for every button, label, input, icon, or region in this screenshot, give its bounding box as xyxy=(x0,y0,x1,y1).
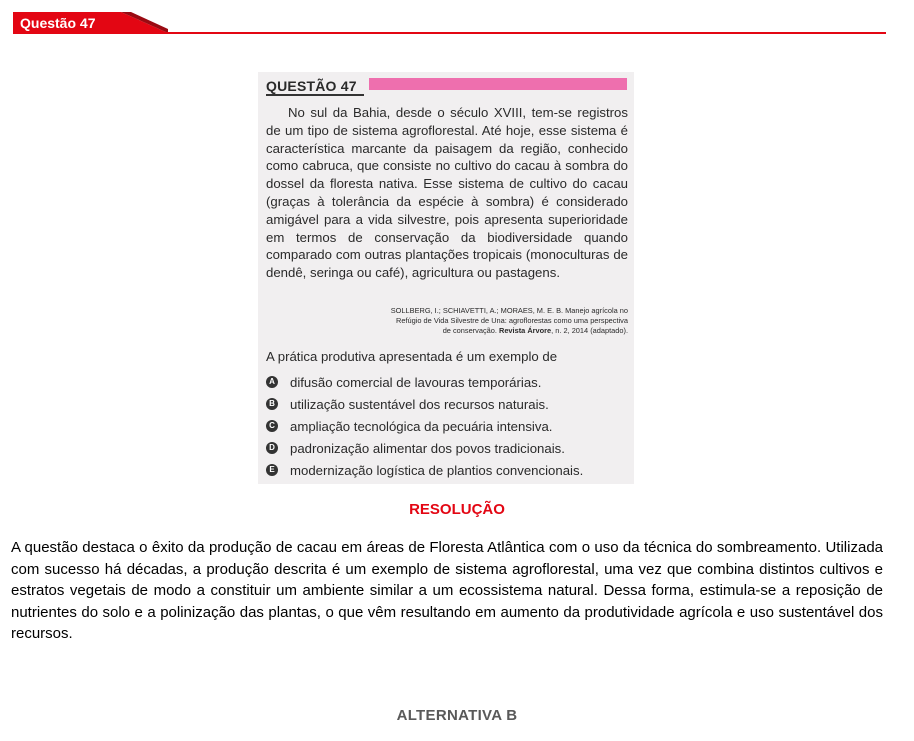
option-b xyxy=(266,393,583,415)
option-c-text: ampliação tecnológica da pecuária intensiva. xyxy=(290,418,553,434)
scan-passage: No sul da Bahia, desde o século XVIII, tem-se registros de um tipo de sistema agroflorestal. Até hoje, esse sistema é característica marcante da paisagem da região, conhecido como cabruca, que consiste no cultivo do cacau à sombra do dossel da floresta nativa. Esse sistema de cultivo do cacau (graças à tolerância da espécie à sombra) é considerado amigável para a vida silvestre, pois apresenta superioridade em termos de conservação da biodiversidade quando comparado com outras plantações tropicais (monoculturas de dendê, seringa ou café), agricultura ou pastagens. xyxy=(266,105,628,281)
option-d-text: padronização alimentar dos povos tradicionais. xyxy=(290,440,565,456)
resolution-title: RESOLUÇÃO xyxy=(409,501,505,518)
header-rule xyxy=(13,32,886,34)
option-d-letter: D xyxy=(266,442,278,454)
option-e-text: modernização logística de plantios convencionais. xyxy=(290,462,584,478)
scan-prompt: A prática produtiva apresentada é um exemplo de xyxy=(266,349,558,364)
scan-source-line3b: , n. 2, 2014 (adaptado). xyxy=(551,326,628,335)
question-tab xyxy=(13,12,168,34)
option-a-letter: A xyxy=(266,376,278,388)
option-a-text: difusão comercial de lavouras temporárias. xyxy=(290,374,542,390)
option-c-letter: C xyxy=(266,420,278,432)
scan-source-journal: Revista Árvore xyxy=(498,326,552,335)
option-b-letter: B xyxy=(266,398,278,410)
scan-highlight-bar xyxy=(369,78,627,90)
option-e xyxy=(266,459,583,481)
answer-label: ALTERNATIVA B xyxy=(396,707,518,724)
option-e-letter: E xyxy=(266,464,278,476)
option-b-text: utilização sustentável dos recursos naturais. xyxy=(290,396,549,412)
scan-source-line3a: de conservação. xyxy=(442,326,499,335)
scan-question-title: QUESTÃO 47 xyxy=(266,78,357,94)
scan-source-line1: SOLLBERG, I.; SCHIAVETTI, A.; MORAES, M. E. B. Manejo agrícola no xyxy=(390,306,628,315)
scan-source xyxy=(318,306,628,336)
scan-title-underline xyxy=(266,94,364,96)
option-d xyxy=(266,437,583,459)
option-c xyxy=(266,415,583,437)
scan-source-line2: Refúgio de Vida Silvestre de Una: agroflorestas como uma perspectiva xyxy=(396,316,628,325)
question-scan xyxy=(258,72,634,484)
resolution-text: A questão destaca o êxito da produção de cacau em áreas de Floresta Atlântica com o uso da técnica do sombreamento. Utilizada com sucesso há décadas, a produção descrita é um exemplo de sistema agroflorestal, uma vez que combina distintos cultivos e estratos vegetais de modo a constituir um ambiente similar a um ecossistema natural. Dessa forma, estimula-se a reposição de nutrientes do solo e a polinização das plantas, o que vêm resultando em aumento da produtividade agrícola e uso sustentável dos recursos. xyxy=(11,539,883,642)
option-a xyxy=(266,371,583,393)
scan-options xyxy=(266,371,583,481)
question-tab-label: Questão 47 xyxy=(20,15,96,31)
